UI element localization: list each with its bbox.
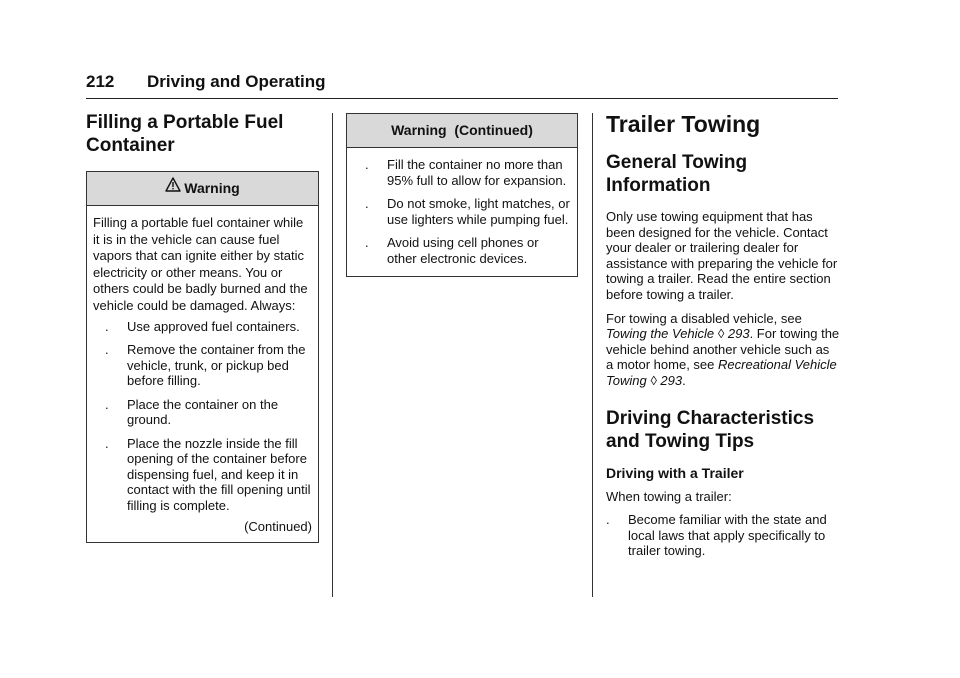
column-3 bbox=[606, 111, 840, 567]
bullet-glyph: . bbox=[105, 435, 109, 451]
bullet-item bbox=[93, 342, 312, 389]
link-recreational-vehicle-towing[interactable]: Recreational Vehicle Towing bbox=[606, 357, 837, 388]
page-number: 212 bbox=[86, 72, 115, 91]
column-divider-1 bbox=[332, 113, 333, 597]
para2-text-b: . For towing the vehicle behind another vehicle such as a motor home, see bbox=[606, 326, 840, 373]
warning-body-continued bbox=[347, 148, 577, 276]
para2-text-a: For towing a disabled vehicle, see bbox=[606, 310, 802, 326]
bullet-item bbox=[353, 235, 571, 266]
bullet-text: Avoid using cell phones or other electronic devices. bbox=[387, 235, 539, 266]
warning-body bbox=[87, 206, 318, 542]
main-title-trailer-towing: Trailer Towing bbox=[606, 111, 761, 137]
warning-icon bbox=[165, 171, 181, 204]
bullet-text: Fill the container no more than 95% full to allow for expansion. bbox=[387, 157, 567, 188]
bullet-glyph: . bbox=[606, 512, 610, 528]
page-ref-arrow-icon-2: ◊ bbox=[650, 372, 657, 388]
general-paragraph-2 bbox=[606, 311, 840, 389]
bullet-glyph: . bbox=[105, 396, 109, 412]
bullet-item bbox=[353, 157, 571, 188]
column-2 bbox=[346, 113, 578, 277]
ref1-page-number[interactable]: 293 bbox=[727, 326, 750, 342]
ref2-page-number[interactable]: 293 bbox=[660, 372, 683, 388]
page-ref-arrow-icon: ◊ bbox=[717, 326, 725, 342]
subsection-title-characteristics: Driving Characteristics and Towing Tips bbox=[606, 407, 815, 452]
bullet-item bbox=[93, 397, 312, 428]
bullet-glyph: . bbox=[105, 342, 109, 358]
bullet-text: Remove the container from the vehicle, trunk, or pickup bed before filling. bbox=[127, 342, 306, 389]
bullet-text: Place the nozzle inside the fill opening of the container before dispensing fuel, and keep it in contact with the fill opening until filling is complete. bbox=[127, 435, 311, 513]
warning-heading: Warning bbox=[184, 180, 240, 196]
page-header bbox=[86, 72, 838, 99]
bullet-glyph: . bbox=[105, 318, 109, 334]
warning-box-continued bbox=[346, 113, 578, 277]
bullet-glyph: . bbox=[365, 157, 369, 172]
bullet-item bbox=[353, 196, 571, 227]
warning-heading-continued: Warning (Continued) bbox=[391, 122, 533, 138]
heading-driving-with-trailer: Driving with a Trailer bbox=[606, 464, 744, 481]
bullet-item bbox=[606, 512, 840, 559]
chapter-title: Driving and Operating bbox=[147, 72, 326, 91]
warning-bullet-list-continued bbox=[353, 157, 571, 266]
warning-bullet-list bbox=[93, 319, 312, 514]
general-paragraph-1: Only use towing equipment that has been designed for the vehicle. Contact your dealer or trailering dealer for assistance with preparing the vehicle for towing a trailer. Read the entire section before towing a trailer. bbox=[606, 209, 838, 302]
characteristics-bullet-list bbox=[606, 512, 840, 559]
para2-text-c: . bbox=[682, 372, 686, 388]
bullet-text: Do not smoke, light matches, or use lighters while pumping fuel. bbox=[387, 196, 570, 227]
warning-intro: Filling a portable fuel container while it is in the vehicle can cause fuel vapors that can ignite either by static electricity or other means. You or others could be badly burned and the vehicle could be damaged. Always: bbox=[93, 215, 308, 313]
bullet-text: Place the container on the ground. bbox=[127, 396, 279, 428]
link-towing-the-vehicle[interactable]: Towing the Vehicle bbox=[606, 326, 715, 342]
column-1 bbox=[86, 111, 319, 543]
column-divider-2 bbox=[592, 113, 593, 597]
bullet-text: Use approved fuel containers. bbox=[127, 318, 300, 334]
bullet-glyph: . bbox=[365, 235, 369, 250]
warning-box bbox=[86, 171, 319, 543]
continued-label: (Continued) bbox=[244, 519, 312, 535]
section-title-portable-fuel: Filling a Portable Fuel Container bbox=[86, 112, 284, 156]
bullet-item bbox=[93, 436, 312, 514]
characteristics-intro: When towing a trailer: bbox=[606, 488, 732, 504]
subsection-title-general: General Towing Information bbox=[606, 152, 748, 196]
warning-header bbox=[87, 172, 318, 206]
bullet-glyph: . bbox=[365, 196, 369, 211]
bullet-item bbox=[93, 319, 312, 335]
warning-header-continued bbox=[347, 114, 577, 148]
bullet-text: Become familiar with the state and local laws that apply specifically to trailer towing. bbox=[628, 512, 827, 559]
